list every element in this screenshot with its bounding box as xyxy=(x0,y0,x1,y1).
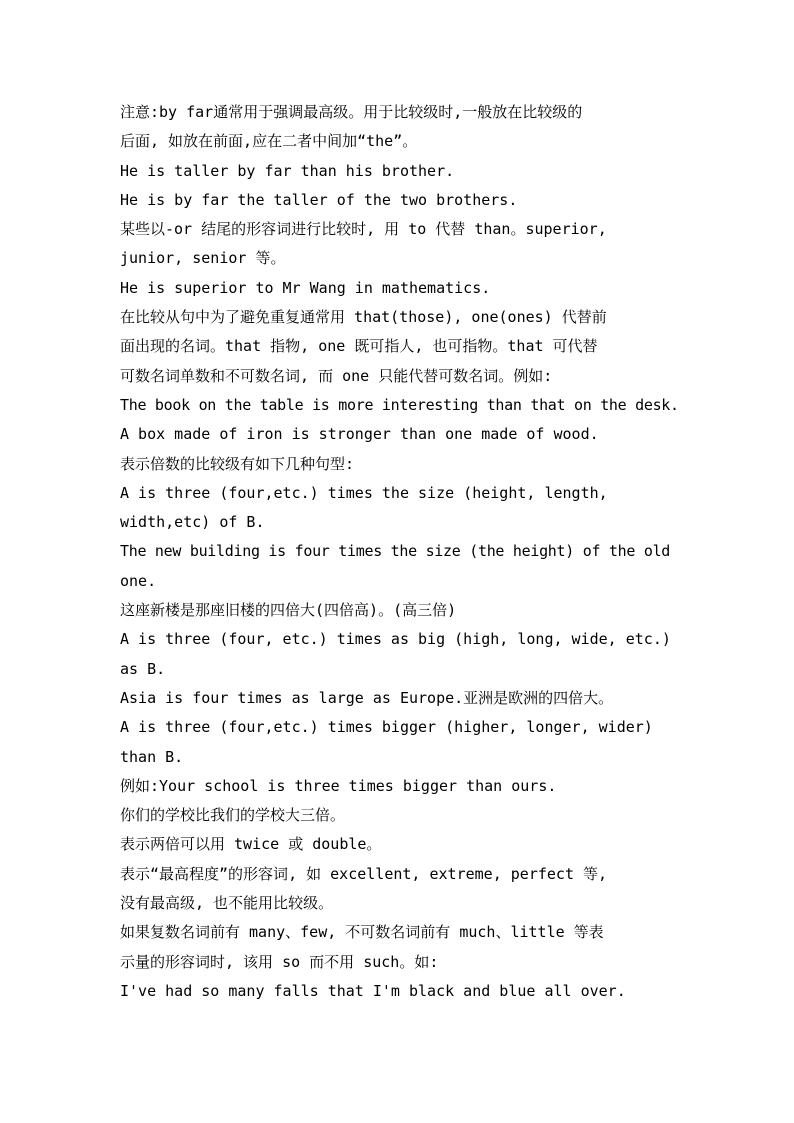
text-line: 可数名词单数和不可数名词, 而 one 只能代替可数名词。例如: xyxy=(120,366,553,385)
text-line: 这座新楼是那座旧楼的四倍大(四倍高)。(高三倍) xyxy=(120,601,457,620)
text-line: 后面, 如放在前面,应在二者中间加“the”。 xyxy=(120,132,418,151)
text-line: junior, senior 等。 xyxy=(120,249,286,268)
text-line: The book on the table is more interesting than that on the desk. xyxy=(120,395,679,414)
text-line: 表示“最高程度”的形容词, 如 excellent, extreme, perfect 等, xyxy=(120,864,608,883)
text-line: 例如:Your school is three times bigger than ours. xyxy=(120,776,557,795)
text-line: The new building is four times the size (the height) of the old xyxy=(120,542,671,561)
text-line: 如果复数名词前有 many、few, 不可数名词前有 much、little 等表 xyxy=(120,923,604,942)
text-line: 面出现的名词。that 指物, one 既可指人, 也可指物。that 可代替 xyxy=(120,337,598,356)
text-line: as B. xyxy=(120,659,166,678)
text-line: A box made of iron is stronger than one made of wood. xyxy=(120,425,599,444)
text-line: 没有最高级, 也不能用比较级。 xyxy=(120,894,334,913)
text-line: A is three (four,etc.) times bigger (higher, longer, wider) xyxy=(120,718,653,737)
text-line: 表示倍数的比较级有如下几种句型: xyxy=(120,454,355,473)
text-line: A is three (four,etc.) times the size (height, length, xyxy=(120,483,608,502)
text-line: 注意:by far通常用于强调最高级。用于比较级时,一般放在比较级的 xyxy=(120,103,583,121)
text-line: 某些以-or 结尾的形容词进行比较时, 用 to 代替 than。superior, xyxy=(120,220,607,239)
text-line: He is superior to Mr Wang in mathematics. xyxy=(120,278,491,297)
text-line: Asia is four times as large as Europe.亚洲是欧洲的四倍大。 xyxy=(120,688,614,707)
text-line: 示量的形容词时, 该用 so 而不用 such。如: xyxy=(120,952,439,971)
text-line: He is by far the taller of the two brothers. xyxy=(120,190,518,209)
text-line: 在比较从句中为了避免重复通常用 that(those), one(ones) 代替前 xyxy=(120,308,607,327)
text-line: I've had so many falls that I'm black and blue all over. xyxy=(120,981,626,1000)
text-line: one. xyxy=(120,571,157,590)
text-line: 表示两倍可以用 twice 或 double。 xyxy=(120,835,382,854)
text-line: than B. xyxy=(120,747,184,766)
text-line: He is taller by far than his brother. xyxy=(120,161,455,180)
text-line: width,etc) of B. xyxy=(120,513,265,532)
document-page xyxy=(120,98,680,1006)
text-line: A is three (four, etc.) times as big (high, long, wide, etc.) xyxy=(120,630,671,649)
text-line: 你们的学校比我们的学校大三倍。 xyxy=(120,806,346,825)
